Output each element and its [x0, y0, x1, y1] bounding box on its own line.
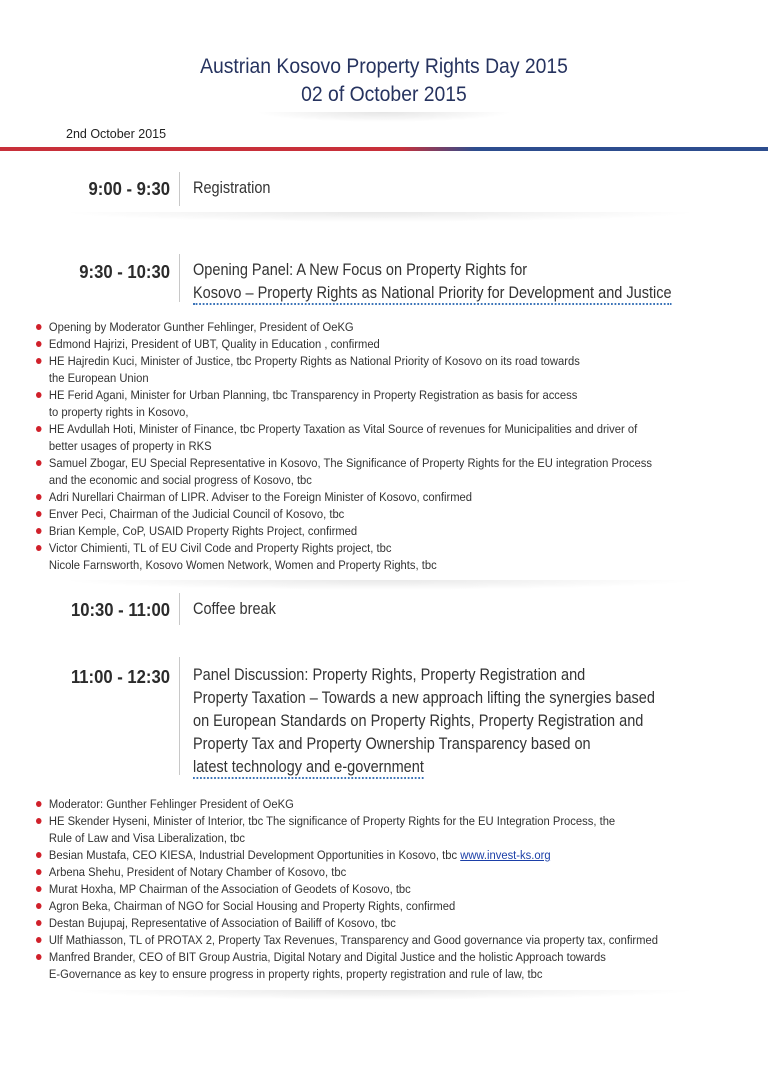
session-time-4: 11:00 - 12:30	[70, 666, 170, 687]
list-item-text: the European Union	[48, 371, 149, 385]
session-time-1: 9:00 - 9:30	[88, 178, 170, 199]
list-item-text: Manfred Brander, CEO of BIT Group Austria, Digital Notary and Digital Justice and the holistic Approach towards	[48, 950, 606, 964]
session-title-3: Coffee break	[193, 600, 276, 618]
bullet-dot-icon	[36, 869, 42, 875]
list-item-text: Enver Peci, Chairman of the Judicial Council of Kosovo, tbc	[48, 507, 345, 521]
bullet-dot-icon	[36, 954, 42, 960]
session-title-2	[193, 259, 672, 305]
list-item	[36, 387, 652, 421]
session-title-4-line-3: on European Standards on Property Rights, Property Registration and	[193, 712, 644, 730]
session-title-4	[193, 664, 655, 779]
list-item	[36, 813, 658, 847]
session-title-2-line-2-wrap	[193, 282, 672, 305]
bullet-dot-icon	[36, 545, 42, 551]
list-item-text: HE Skender Hyseni, Minister of Interior, tbc The significance of Property Rights for the EU Integration Process, the	[48, 814, 616, 828]
session-divider-4	[179, 657, 180, 775]
list-item-text: Murat Hoxha, MP Chairman of the Association of Geodets of Kosovo, tbc	[48, 882, 411, 896]
session-title-4-line-5-wrap	[193, 756, 655, 779]
session-title-2-line-1: Opening Panel: A New Focus on Property Rights for	[193, 261, 528, 279]
session-title-1: Registration	[193, 179, 271, 197]
list-item-text: Rule of Law and Visa Liberalization, tbc	[48, 831, 246, 845]
list-item	[36, 949, 658, 983]
list-item	[36, 489, 652, 506]
session-divider-2	[179, 254, 180, 302]
session-shadow-4	[60, 990, 700, 1000]
bullet-dot-icon	[36, 358, 42, 364]
invest-ks-link[interactable]: www.invest-ks.org	[460, 848, 551, 862]
session-shadow-1	[60, 212, 700, 222]
list-item-text: and the economic and social progress of Kosovo, tbc	[48, 473, 312, 487]
bullet-dot-icon	[36, 801, 42, 807]
list-item-text: HE Ferid Agani, Minister for Urban Planning, tbc Transparency in Property Registration as basis for access	[48, 388, 578, 402]
session-time-3: 10:30 - 11:00	[70, 599, 170, 620]
bullet-dot-icon	[36, 937, 42, 943]
list-item-text: Nicole Farnsworth, Kosovo Women Network, Women and Property Rights, tbc	[48, 558, 437, 572]
page-title	[38, 52, 729, 108]
speaker-list-panel-discussion	[36, 796, 712, 983]
list-item-text: HE Hajredin Kuci, Minister of Justice, tbc Property Rights as National Priority of Kosovo on its road towards	[48, 354, 580, 368]
title-line-2: 02 of October 2015	[301, 82, 467, 106]
bullet-dot-icon	[36, 341, 42, 347]
session-title-4-line-5: latest technology and e-government	[193, 758, 424, 779]
bullet-dot-icon	[36, 818, 42, 824]
list-item-text: HE Avdullah Hoti, Minister of Finance, tbc Property Taxation as Vital Source of revenues for Municipalities and driver of	[48, 422, 638, 436]
list-item-text: Brian Kemple, CoP, USAID Property Rights Project, confirmed	[48, 524, 358, 538]
session-title-4-line-1: Panel Discussion: Property Rights, Property Registration and	[193, 666, 586, 684]
bullet-dot-icon	[36, 324, 42, 330]
session-divider-3	[179, 593, 180, 625]
title-line-1: Austrian Kosovo Property Rights Day 2015	[200, 54, 568, 78]
list-item-text: Agron Beka, Chairman of NGO for Social Housing and Property Rights, confirmed	[48, 899, 456, 913]
list-item	[36, 421, 652, 455]
list-item-text: Destan Bujupaj, Representative of Association of Bailiff of Kosovo, tbc	[48, 916, 396, 930]
list-item-text: Moderator: Gunther Fehlinger President of OeKG	[48, 797, 294, 811]
session-shadow-2	[60, 580, 700, 590]
date-label: 2nd October 2015	[66, 127, 167, 141]
list-item-text: E-Governance as key to ensure progress in property rights, property registration and rule of law, tbc	[48, 967, 543, 981]
list-item	[36, 932, 658, 949]
bullet-dot-icon	[36, 494, 42, 500]
list-item-text: Opening by Moderator Gunther Fehlinger, President of OeKG	[48, 320, 354, 334]
bullet-dot-icon	[36, 392, 42, 398]
bullet-dot-icon	[36, 903, 42, 909]
session-time-2: 9:30 - 10:30	[79, 261, 170, 282]
bullet-dot-icon	[36, 920, 42, 926]
bullet-dot-icon	[36, 852, 42, 858]
header-divider	[0, 147, 768, 151]
list-item	[36, 847, 658, 864]
session-divider-1	[179, 172, 180, 206]
list-item-text: Samuel Zbogar, EU Special Representative in Kosovo, The Significance of Property Rights for the EU integration Process	[48, 456, 652, 470]
session-title-2-line-2: Kosovo – Property Rights as National Priority for Development and Justice	[193, 284, 672, 305]
title-shadow	[255, 112, 513, 122]
list-item-text: Arbena Shehu, President of Notary Chamber of Kosovo, tbc	[48, 865, 347, 879]
bullet-dot-icon	[36, 886, 42, 892]
list-item-text-part: Besian Mustafa, CEO KIESA, Industrial Development Opportunities in Kosovo, tbc	[48, 848, 458, 862]
session-title-4-line-4: Property Tax and Property Ownership Transparency based on	[193, 735, 591, 753]
list-item-text: Edmond Hajrizi, President of UBT, Quality in Education , confirmed	[48, 337, 380, 351]
list-item	[36, 540, 652, 574]
list-item-text: Ulf Mathiasson, TL of PROTAX 2, Property Tax Revenues, Transparency and Good governance via property tax, confirmed	[48, 933, 658, 947]
list-item	[36, 506, 652, 523]
list-item	[36, 898, 658, 915]
speaker-list-opening-panel	[36, 319, 706, 574]
list-item-text: better usages of property in RKS	[48, 439, 212, 453]
list-item	[36, 864, 658, 881]
list-item-text: to property rights in Kosovo,	[48, 405, 189, 419]
bullet-dot-icon	[36, 460, 42, 466]
list-item	[36, 353, 652, 387]
bullet-dot-icon	[36, 511, 42, 517]
list-item	[36, 881, 658, 898]
list-item	[36, 796, 658, 813]
bullet-dot-icon	[36, 528, 42, 534]
list-item-text: Victor Chimienti, TL of EU Civil Code and Property Rights project, tbc	[48, 541, 392, 555]
bullet-dot-icon	[36, 426, 42, 432]
session-title-4-line-2: Property Taxation – Towards a new approach lifting the synergies based	[193, 689, 655, 707]
list-item-text	[49, 847, 658, 864]
list-item	[36, 319, 652, 336]
list-item	[36, 455, 652, 489]
list-item-text: Adri Nurellari Chairman of LIPR. Adviser to the Foreign Minister of Kosovo, confirmed	[48, 490, 473, 504]
list-item	[36, 336, 652, 353]
list-item	[36, 915, 658, 932]
list-item	[36, 523, 652, 540]
